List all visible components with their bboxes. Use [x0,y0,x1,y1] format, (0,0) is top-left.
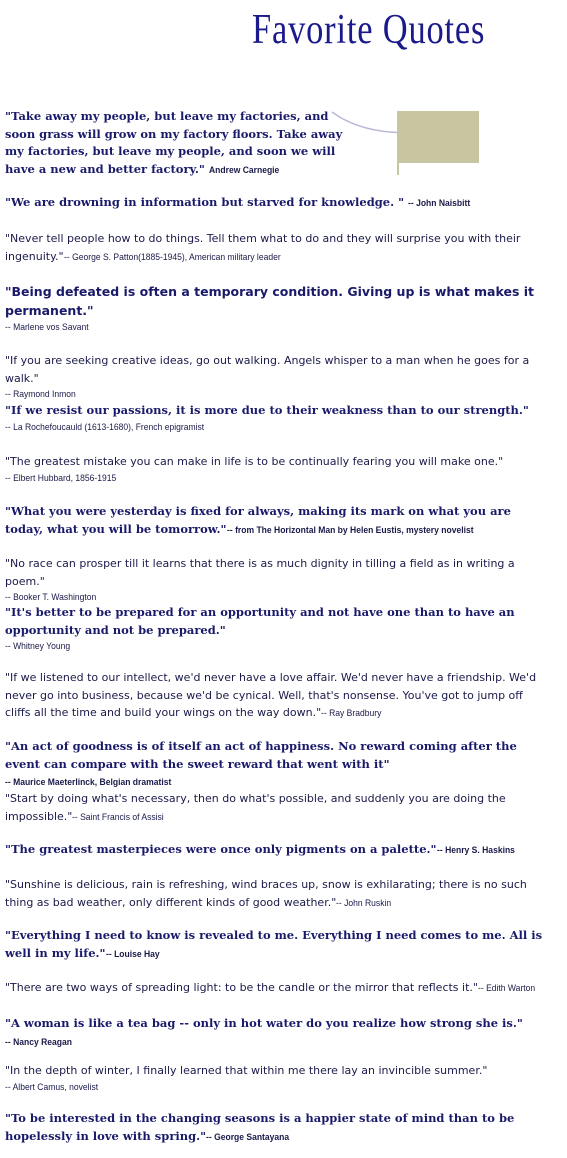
quote-author: -- Marlene vos Savant [5,322,89,333]
quote-body: "If we listened to our intellect, we'd never have a love affair. We'd never have a friendship. We'd never go into business, because we'd be cynical. Well, that's nonsense. You've got to jump off cliffs all the time and build your wings on the way down." [5,671,537,719]
quote-item [5,402,550,435]
quote-author: -- Saint Francis of Assisi [72,811,165,823]
quote-body: "An act of goodness is of itself an act of happiness. No reward coming after the event can compare with the sweet reward that went with it" [5,739,517,771]
quote-text: "The greatest mistake you can make in life is to be continually fearing you will make one." [5,455,504,468]
quote-item [5,503,550,539]
quote-body: "We are drowning in information but starved for knowledge. " [5,195,405,209]
quote-body: "To be interested in the changing seasons is a happier state of mind than to be hopelessly in love with spring." [5,1111,515,1143]
quote-text: "No race can prosper till it learns that there is as much dignity in tilling a field as in writing a poem." [5,557,515,588]
quote-author: -- Whitney Young [5,641,71,652]
quote-text: "If we resist our passions, it is more due to their weakness than to our strength." [5,403,529,417]
quote-text [5,790,550,826]
quote-author: -- Elbert Hubbard, 1856-1915 [5,472,117,484]
quote-text [5,108,355,179]
quote-item [5,1015,550,1051]
quote-author: -- Louise Hay [105,948,160,960]
quote-item [5,555,550,605]
quote-item [5,1062,550,1095]
quote-author: -- George Santayana [206,1131,290,1143]
quote-item [5,738,550,792]
quote-body: "A woman is like a tea bag -- only in hot water do you realize how strong she is." [5,1016,523,1030]
quote-item [5,1110,550,1146]
quote-item [5,453,550,486]
quote-author: Andrew Carnegie [208,164,280,176]
quote-body: "What you were yesterday is fixed for always, making its mark on what you are today, what you will be tomorrow." [5,504,511,536]
quote-body: "Everything I need to know is revealed to me. Everything I need comes to me. All is well in my life." [5,928,543,960]
quote-text [5,979,550,998]
quote-item [5,352,550,402]
quote-text [5,841,550,860]
quote-author: -- George S. Patton(1885-1945), American military leader [63,251,281,263]
quote-author: -- Nancy Reagan [5,1036,72,1048]
quote-text [5,738,550,792]
quote-author: -- Raymond Inmon [5,389,76,400]
quote-author: -- from The Horizontal Man by Helen Eustis, mystery novelist [226,524,474,536]
quote-author: -- Maurice Maeterlinck, Belgian dramatist [5,777,172,788]
quote-body: "There are two ways of spreading light: to be the candle or the mirror that reflects it." [5,981,478,994]
quote-item [5,108,550,179]
quote-text: "Being defeated is often a temporary condition. Giving up is what makes it permanent." [5,284,535,318]
quote-item [5,194,550,213]
quote-item [5,841,550,860]
quote-author: -- Henry S. Haskins [436,845,515,856]
quote-author: -- Albert Camus, novelist [5,1081,99,1093]
quote-text [5,1015,550,1051]
quote-author: -- John Ruskin [336,897,392,909]
quote-text [5,194,550,213]
quote-text [5,927,550,963]
quote-item [5,604,550,654]
quote-text [5,230,550,266]
quote-text [5,503,550,539]
page-title: Favorite Quotes [252,7,486,53]
quote-item [5,230,550,266]
quote-item [5,283,550,335]
quote-text: "In the depth of winter, I finally learned that within me there lay an invincible summer." [5,1064,488,1077]
quote-item [5,790,550,826]
quote-author: -- Edith Warton [477,983,536,994]
quote-text: "If you are seeking creative ideas, go out walking. Angels whisper to a man when he goes for a walk." [5,354,530,385]
quote-body: "Take away my people, but leave my factories, and soon grass will grow on my factory floors. Take away my factories, but leave my people, and soon we will have a new and better factory." [5,109,343,176]
quote-body: "Never tell people how to do things. Tell them what to do and they will surprise you with their ingenuity." [5,232,521,263]
quote-text [5,669,550,723]
quote-body: "Start by doing what's necessary, then do what's possible, and suddenly you are doing the impossible." [5,792,506,823]
quote-author: -- Booker T. Washington [5,592,97,603]
quote-item [5,927,550,963]
quote-author: -- John Naisbitt [408,198,471,209]
quote-text [5,876,550,912]
quote-item [5,876,550,912]
quote-body: "Sunshine is delicious, rain is refreshing, wind braces up, snow is exhilarating; there is no such thing as bad weather, only different kinds of good weather." [5,878,527,909]
quote-body: "The greatest masterpieces were once only pigments on a palette." [5,842,437,856]
quote-author: -- La Rochefoucauld (1613-1680), French epigramist [5,421,205,433]
quote-text [5,1110,550,1146]
quote-item [5,979,550,998]
quote-item [5,669,550,723]
quote-text: "It's better to be prepared for an opportunity and not have one than to have an opportunity and not be prepared." [5,605,515,637]
quote-author: -- Ray Bradbury [321,708,382,719]
